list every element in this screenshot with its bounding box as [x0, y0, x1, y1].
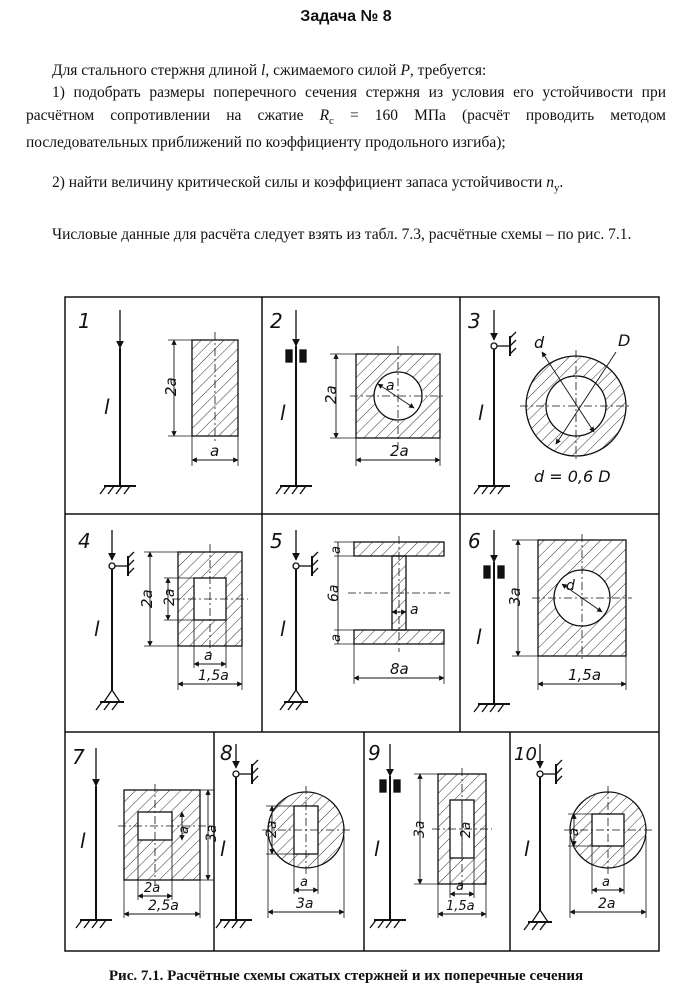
panel-8-number: 8 [220, 741, 233, 765]
panel-3 [468, 309, 632, 494]
svg-text:D: D [618, 331, 631, 350]
panel-5 [270, 529, 450, 710]
fixed-support-1 [100, 486, 130, 494]
svg-text:l: l [80, 829, 86, 853]
svg-text:2a: 2a [138, 589, 156, 608]
svg-text:2a: 2a [459, 821, 474, 838]
svg-text:l: l [220, 837, 226, 861]
page-title: Задача № 8 [300, 8, 392, 25]
panel-1-number: 1 [78, 309, 91, 333]
svg-text:a: a [386, 378, 395, 394]
svg-text:1,5a: 1,5a [568, 666, 602, 684]
panel-6 [468, 529, 632, 712]
svg-text:a: a [177, 826, 192, 834]
panel-4-number: 4 [78, 529, 91, 553]
svg-text:3a: 3a [296, 896, 314, 912]
svg-text:d = 0,6 D: d = 0,6 D [534, 467, 611, 486]
panel-2-number: 2 [270, 309, 283, 333]
panel-7 [72, 745, 220, 928]
svg-text:3a: 3a [412, 820, 428, 838]
panel-4 [78, 529, 248, 710]
var-safety-factor: n [546, 174, 554, 191]
panel-1 [78, 309, 238, 494]
svg-text:l: l [524, 837, 530, 861]
svg-text:2a: 2a [144, 881, 161, 896]
svg-text:l: l [374, 837, 380, 861]
svg-text:a: a [602, 875, 610, 890]
var-force: P [400, 62, 410, 79]
svg-text:2,5a: 2,5a [148, 898, 179, 914]
panel-9 [368, 741, 492, 928]
svg-text:l: l [476, 625, 482, 649]
svg-text:l: l [280, 617, 286, 641]
svg-text:a: a [300, 875, 308, 890]
var-resistance: R [319, 106, 330, 124]
svg-text:d: d [534, 333, 545, 352]
svg-text:2a: 2a [322, 385, 340, 404]
svg-text:6a: 6a [326, 584, 342, 602]
svg-text:a: a [329, 634, 344, 642]
panel-10-number: 10 [514, 744, 537, 765]
svg-text:3a: 3a [204, 824, 220, 842]
svg-text:8a: 8a [390, 660, 409, 678]
panel-9-number: 9 [368, 741, 381, 765]
svg-text:a: a [210, 442, 220, 460]
svg-text:a: a [329, 546, 344, 554]
svg-text:a: a [567, 828, 582, 836]
panel-7-number: 7 [72, 745, 85, 769]
figure-7-1 [64, 296, 660, 952]
svg-text:2a: 2a [162, 377, 180, 396]
figure-caption: Рис. 7.1. Расчётные схемы сжатых стержней и их поперечные сечения [108, 968, 584, 984]
intro-paragraph: Для стального стержня длиной l, сжимаемого силой P, требуется: [52, 62, 487, 79]
svg-text:3a: 3a [506, 587, 524, 606]
data-note-paragraph: Числовые данные для расчёта следует взять из табл. 7.3, расчётные схемы – по рис. 7.1. [52, 226, 632, 243]
panel-5-number: 5 [270, 529, 283, 553]
svg-text:a: a [410, 602, 419, 618]
task-1-paragraph: 1) подобрать размеры поперечного сечения стержня из условия его устойчивости при расчётном сопротивлении на сжатие $R_c = 160$ МПа (расчёт проводить методом последовательных приближений по коэффициенту продольного изгиба); [26, 84, 666, 152]
svg-text:2a: 2a [162, 588, 178, 606]
panel-3-number: 3 [468, 309, 481, 333]
svg-text:d: d [566, 578, 575, 594]
svg-text:l: l [478, 401, 484, 425]
panel-10 [514, 744, 652, 930]
svg-text:l: l [280, 401, 286, 425]
task-2-paragraph: 2) найти величину критической силы и коэффициент запаса устойчивости $n_y$. [52, 174, 564, 195]
svg-text:1,5a: 1,5a [446, 899, 475, 914]
svg-text:2a: 2a [598, 896, 616, 912]
svg-text:a: a [204, 648, 213, 664]
var-length: l [261, 62, 266, 79]
svg-text:l: l [104, 395, 110, 419]
panel-8 [216, 741, 350, 928]
panel-6-number: 6 [468, 529, 481, 553]
svg-text:1,5a: 1,5a [198, 668, 229, 684]
svg-text:a: a [456, 879, 464, 894]
svg-text:2a: 2a [390, 442, 409, 460]
svg-text:2a: 2a [264, 820, 280, 838]
panel-2 [270, 309, 446, 494]
svg-text:l: l [94, 617, 100, 641]
